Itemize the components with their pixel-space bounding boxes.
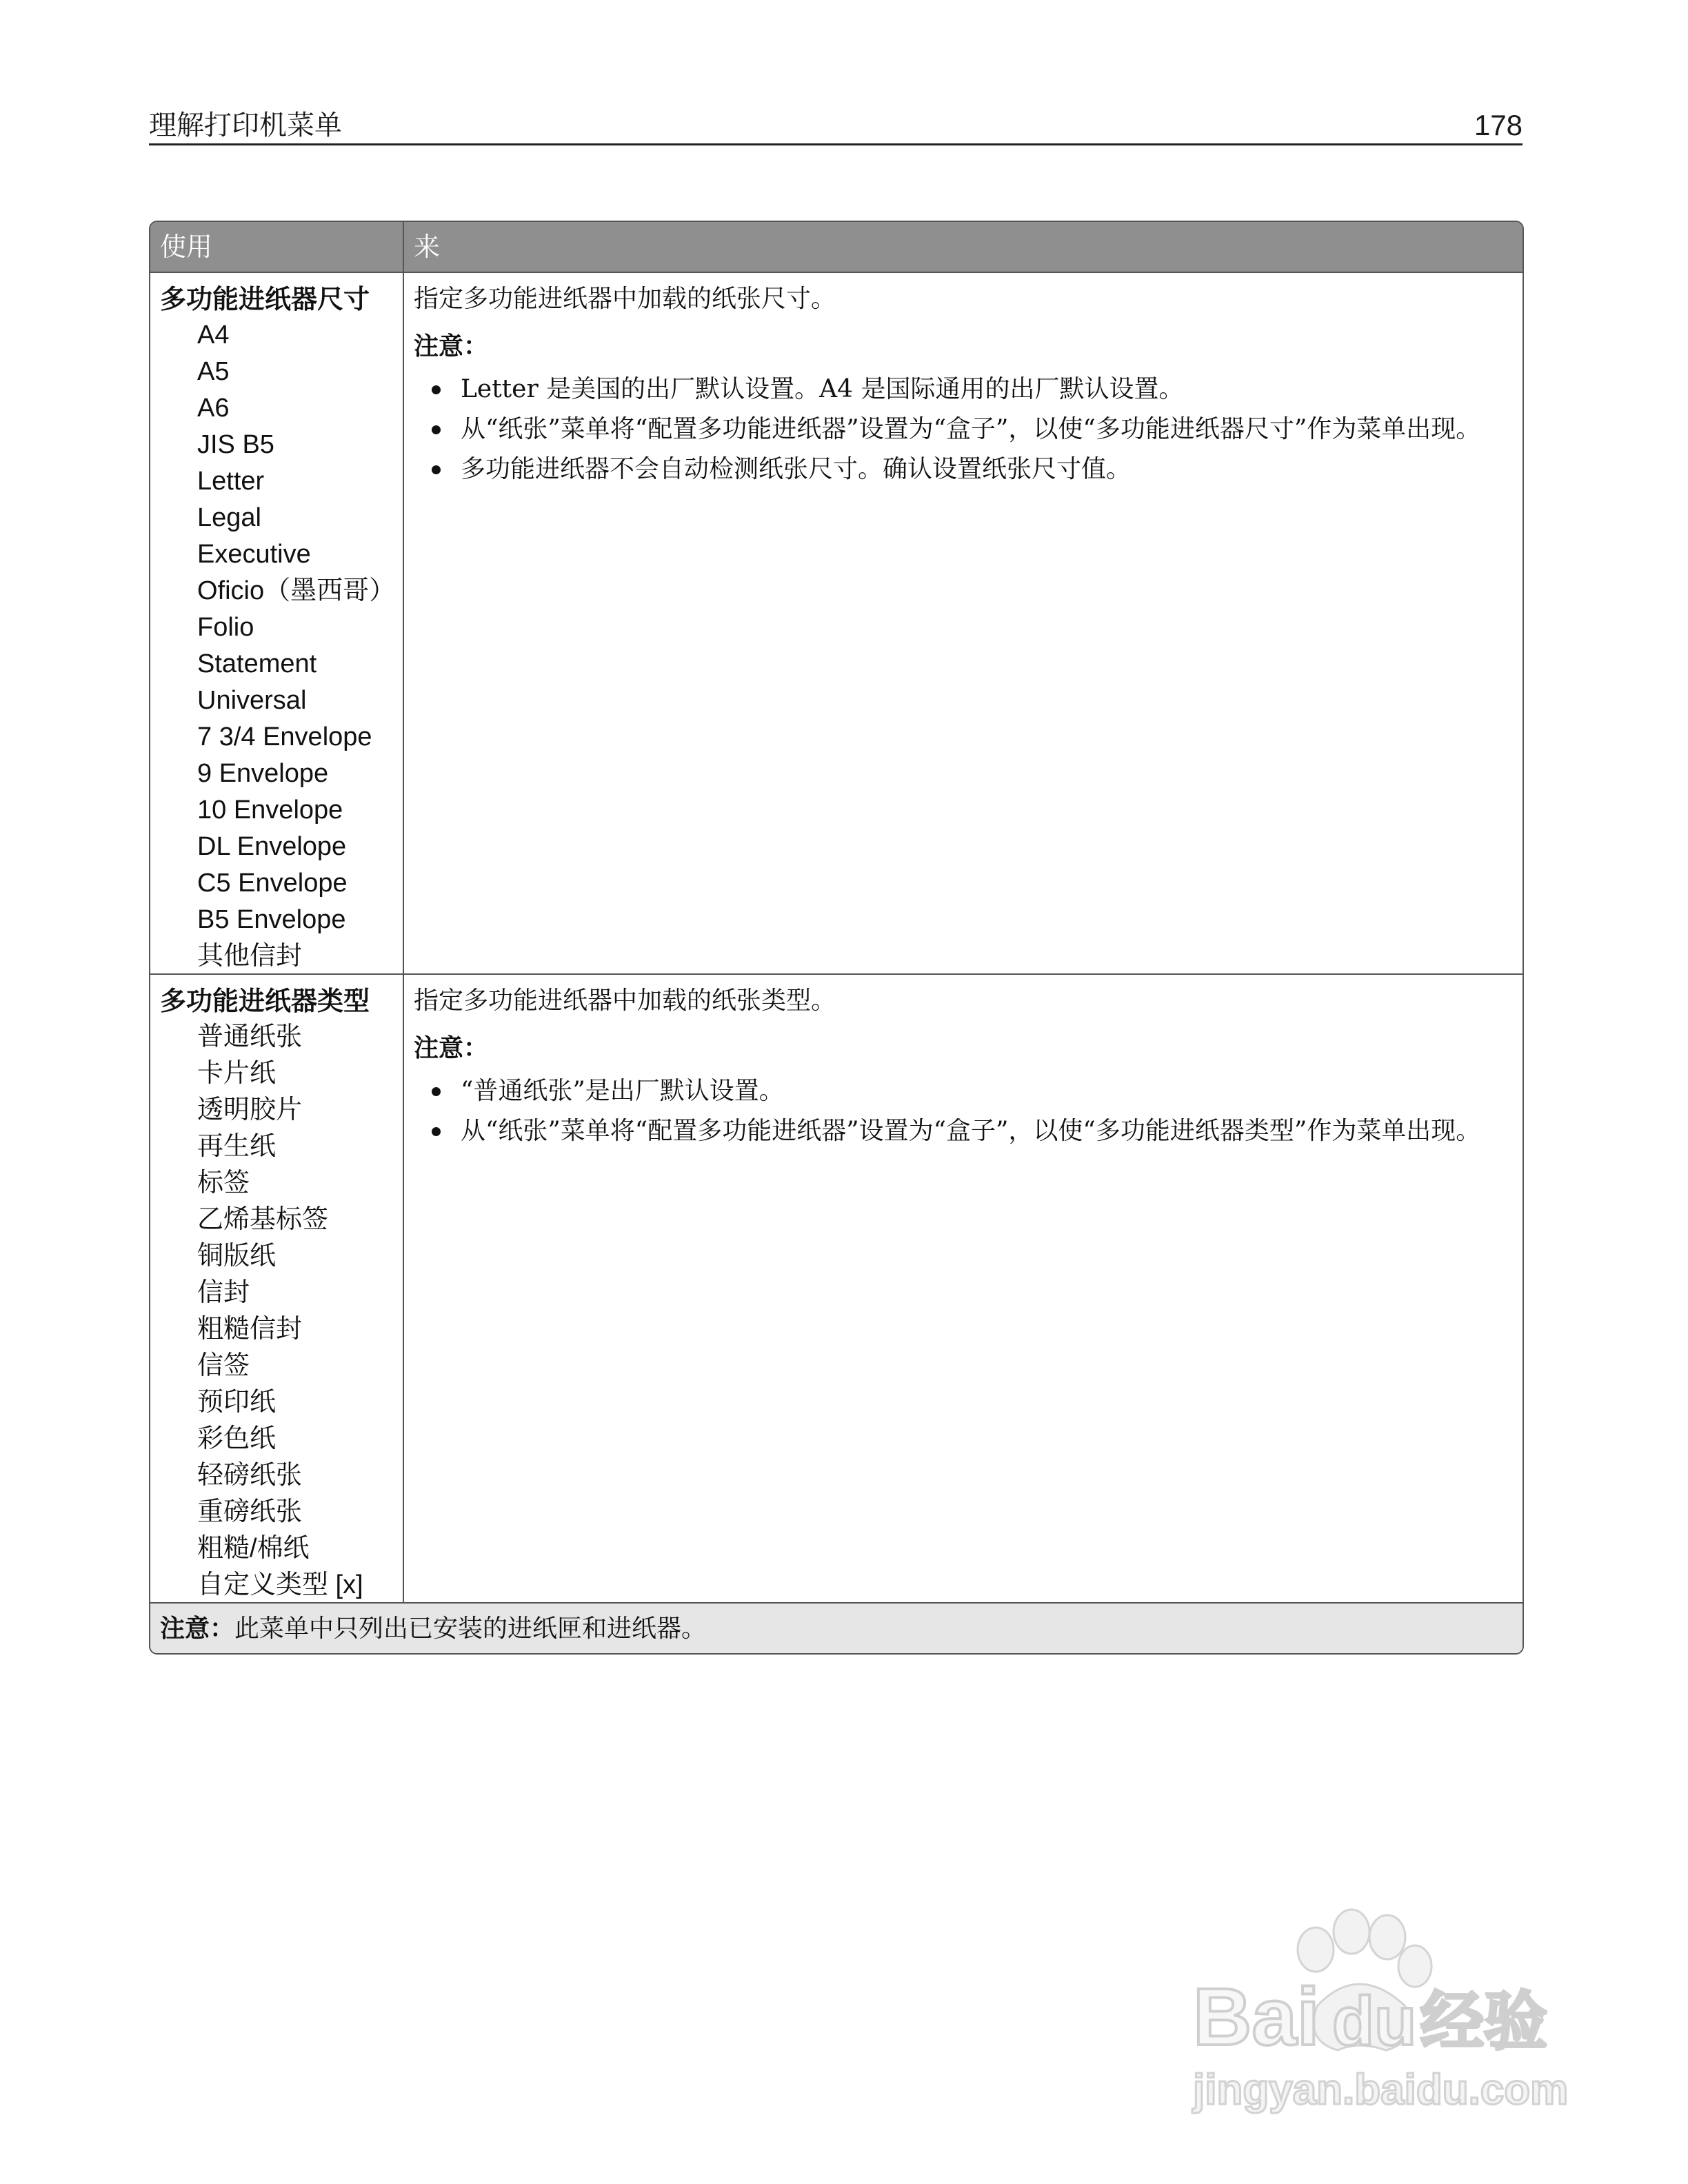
note-list (414, 1075, 1510, 1147)
watermark-brand-cn: 经验 (1420, 1985, 1548, 2059)
bullet-icon (432, 465, 441, 474)
watermark-url: jingyan.baidu.com (1193, 2066, 1569, 2114)
menu-item-cell (160, 983, 394, 1604)
column-header-use: 使用 (160, 232, 213, 262)
option-item: 再生纸 (197, 1132, 277, 1161)
option-item: Oficio（墨西哥） (197, 576, 396, 605)
menu-title: 多功能进纸器类型 (160, 985, 370, 1016)
description-cell (414, 983, 1510, 1155)
option-item: 信封 (197, 1278, 250, 1307)
option-item: 预印纸 (197, 1388, 277, 1417)
bullet-icon (432, 1127, 441, 1136)
option-item: Universal (197, 686, 307, 715)
bullet-icon (432, 425, 441, 434)
note-text: Letter 是美国的出厂默认设置。A4 是国际通用的出厂默认设置。 (461, 375, 1184, 403)
option-item: B5 Envelope (197, 905, 346, 934)
watermark-brand-du: du (1332, 1983, 1417, 2060)
option-item: 普通纸张 (197, 1022, 303, 1051)
bullet-icon (432, 1087, 441, 1096)
bullet-icon (432, 385, 441, 394)
note-item (414, 414, 1510, 445)
page-number: 178 (1474, 109, 1523, 141)
note-list (414, 374, 1510, 485)
option-item: Folio (197, 613, 254, 642)
table-row (150, 273, 1523, 973)
description-text: 指定多功能进纸器中加载的纸张类型。 (414, 987, 836, 1015)
note-label: 注意： (414, 332, 489, 361)
menu-title: 多功能进纸器尺寸 (160, 283, 370, 314)
description-cell (414, 281, 1510, 494)
option-item: 彩色纸 (197, 1424, 277, 1453)
column-header-to: 来 (414, 232, 441, 262)
option-item: 粗糙信封 (197, 1315, 303, 1344)
menu-item-cell (160, 281, 394, 975)
description-text: 指定多功能进纸器中加载的纸张尺寸。 (414, 285, 836, 313)
option-item: 信签 (197, 1351, 250, 1380)
table-header (150, 222, 1523, 272)
option-item: 铜版纸 (197, 1242, 277, 1271)
baidu-jingyan-watermark (1186, 1903, 1572, 2123)
option-item: Statement (197, 649, 317, 678)
watermark-brand: Bai (1193, 1972, 1320, 2063)
option-item: 重磅纸张 (197, 1497, 303, 1526)
footnote-text: 此菜单中只列出已安装的进纸匣和进纸器。 (234, 1615, 707, 1643)
option-item: Legal (197, 503, 261, 532)
option-item: 其他信封 (197, 942, 303, 971)
note-item (414, 1075, 1510, 1107)
option-item: 10 Envelope (197, 796, 343, 825)
note-text: 从“纸张”菜单将“配置多功能进纸器”设置为“盒子”，以使“多功能进纸器尺寸”作为菜单出现。 (461, 415, 1481, 443)
option-item: 7 3/4 Envelope (197, 722, 372, 751)
note-text: 多功能进纸器不会自动检测纸张尺寸。确认设置纸张尺寸值。 (461, 455, 1132, 483)
option-item: 卡片纸 (197, 1059, 277, 1088)
note-item (414, 1115, 1510, 1147)
menu-table (149, 221, 1524, 1655)
option-item: C5 Envelope (197, 869, 348, 898)
option-list (160, 1019, 394, 1604)
option-item: A6 (197, 394, 230, 423)
page-header-title: 理解打印机菜单 (149, 110, 342, 141)
note-label: 注意： (414, 1033, 489, 1062)
option-item: 粗糙/棉纸 (197, 1534, 310, 1563)
option-list (160, 317, 394, 975)
header-rule (149, 143, 1523, 145)
option-item: 透明胶片 (197, 1095, 303, 1124)
footnote-label: 注意： (160, 1614, 235, 1643)
table-row (150, 975, 1523, 1602)
note-item (414, 374, 1510, 405)
note-text: 从“纸张”菜单将“配置多功能进纸器”设置为“盒子”，以使“多功能进纸器类型”作为菜单出现。 (461, 1117, 1481, 1145)
option-item: 轻磅纸张 (197, 1461, 303, 1490)
option-item: Executive (197, 540, 311, 569)
table-footnote (150, 1604, 1523, 1653)
option-item: 乙烯基标签 (197, 1205, 329, 1234)
note-text: “普通纸张”是出厂默认设置。 (461, 1077, 784, 1105)
option-item: DL Envelope (197, 832, 347, 861)
option-item: A5 (197, 357, 230, 386)
note-item (414, 454, 1510, 485)
option-item: 自定义类型 [x] (197, 1570, 363, 1599)
option-item: 9 Envelope (197, 759, 329, 788)
option-item: A4 (197, 321, 230, 350)
option-item: Letter (197, 467, 265, 496)
option-item: JIS B5 (197, 430, 274, 459)
option-item: 标签 (197, 1169, 250, 1197)
